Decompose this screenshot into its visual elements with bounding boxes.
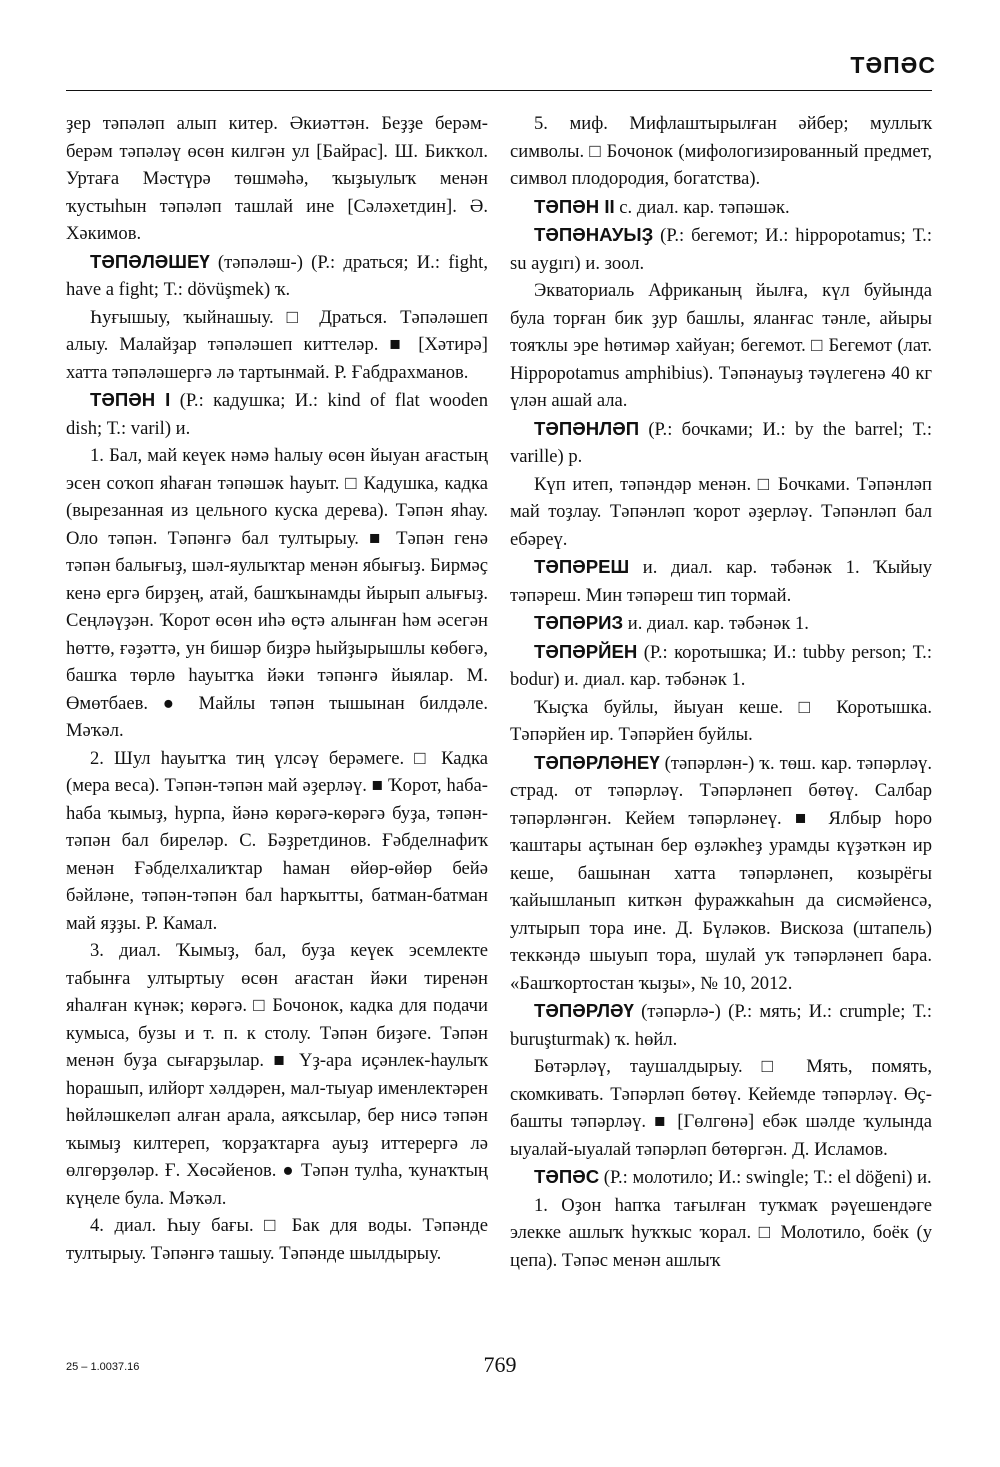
entry-paragraph	[510, 1053, 932, 1163]
dictionary-entry	[510, 193, 932, 222]
entry-text: 4. диал. Һыу бағы. □ Бак для воды. Тәпәнде тултырыу. Тәпәнгә ташыу. Тәпәнде шылдырыу.	[66, 1215, 488, 1264]
right-column	[510, 110, 932, 1274]
entry-text: Экваториаль Африканың йылға, күл буйында була торған бик ҙур башлы, яланғас тәнле, айыры тояҡлы эре һөтимәр хайуан; бегемот. □ Бегемот (лат. Hippopotamus amphibius). Тәпәнауыҙ тәүлегенә 40 кг үлән ашай ала.	[510, 280, 932, 411]
entry-paragraph	[510, 1192, 932, 1275]
entry-text: (тәпәрлән-) ҡ. төш. кар. тәпәрләү. страд. от тәпәрләү. Тәпәрләнеп бөтөү. Салбар тәпәрләнгән. Кейем тәпәрләнеү. ■ Ялбыр һоро ҡаштары аҫтынан бер өҙләкһеҙ урамды күҙәткән ир кеше, башынан хатта тәпәрләнеп, козырёгы ҡайышланып киткән фуражкаһын да сисмәйенсә, ултырып тора ине. Д. Бүләков. Вискоза (штапель) теккәндә шыуып тора, шулай уҡ тәпәрләнеп бара. «Башҡортостан ҡыҙы», № 10, 2012.	[510, 752, 932, 994]
running-head: ТӘПӘС	[850, 52, 936, 78]
entry-text: Ҡыҫҡа буйлы, йыуан кеше. □ Коротышка. Тәпәрйен ир. Тәпәрйен буйлы.	[510, 696, 932, 745]
entry-paragraph	[66, 745, 488, 938]
entry-paragraph	[66, 1212, 488, 1267]
dictionary-entry	[510, 553, 932, 609]
entry-text: (тәпәләш-) (Р.: драться; И.: fight, have a fight; Т.: dövüşmek) ҡ.	[66, 251, 488, 300]
entry-paragraph	[510, 471, 932, 554]
entry-paragraph	[66, 110, 488, 248]
dictionary-entry	[510, 609, 932, 638]
entry-text: (Р.: коротышка; И.: tubby person; Т.: bodur) и. диал. кар. тәбәнәк 1.	[510, 641, 932, 690]
dictionary-entry	[510, 221, 932, 277]
headword: ТӘПӘРЛӘНЕҮ	[534, 751, 660, 773]
headword: ТӘПӘРЛӘҮ	[534, 1000, 634, 1021]
entry-text: 5. миф. Мифлаштырылған әйбер; муллыҡ символы. □ Бочонок (мифологизированный предмет, символ плодородия, богатства).	[510, 113, 932, 189]
entry-text: (тәпәрлә-) (Р.: мять; И.: crumple; Т.: buruşturmak) ҡ. һөйл.	[510, 1001, 932, 1050]
entry-text: (Р.: бочками; И.: by the barrel; Т.: varille) р.	[510, 418, 932, 467]
headword: ТӘПӘНЛӘП	[534, 417, 640, 439]
entry-text: 1. Бал, май кеүек нәмә һалыу өсөн йыуан ағастың эсен соҡоп яһаған тәпәшәк һауыт. □ Кадушка, кадка (вырезанная из цельного куска дерева). Тәпән яһау. Оло тәпән. Тәпәнгә бал тултырыу. ■ Тәпән генә тәпән балығыҙ, шәл-яулыҡтар менән ябығыҙ. Бирмәҫ кенә ергә бирҙең, атай, башҡынамды йырып алығыҙ. Сеңләүҙән. Ҡорот өсөн иһә өҫтә алынған һәм әсегән һөттө, ғәҙәттә, ун бишәр биҙрә һыйҙырышлы көбөгә, башҡа төрлө һауытҡа йәки тәпәнгә йыялар. М. Өмөтбаев. ● Майлы тәпән тышынан билдәле. Мәҡәл.	[66, 445, 488, 741]
entry-text: и. диал. кар. тәбәнәк 1. Ҡыйыу тәпәреш. Мин тәпәреш тип тормай.	[510, 557, 932, 606]
entry-paragraph	[66, 937, 488, 1212]
dictionary-entry	[510, 749, 932, 998]
headword: ТӘПӘНАУЫҘ	[534, 224, 654, 245]
headword: ТӘПӘРЕШ	[534, 556, 630, 577]
left-column	[66, 110, 488, 1267]
entry-text: и. диал. кар. тәбәнәк 1.	[623, 613, 809, 634]
dictionary-entry	[510, 1163, 932, 1192]
entry-text: (Р.: бегемот; И.: hippopotamus; Т.: su aygırı) и. зоол.	[510, 225, 932, 274]
dictionary-entry	[510, 415, 932, 471]
headword: ТӘПӘС	[534, 1166, 600, 1187]
entry-text: 3. диал. Ҡымыҙ, бал, буҙа кеүек эсемлекте табынға ултыртыу өсөн ағастан йәки тиренән яһалған күнәк; көрәгә. □ Бочонок, кадка для подачи кумыса, бузы и т. п. к столу. Тәпән биҙәге. Тәпән менән буҙа сығарҙылар. ■ Үҙ-ара иҫәнлек-һаулыҡ һорашып, илйорт хәлдәрен, мал-тыуар именлектәрен һөйләшкеләп алған арала, аяҡсылар, бер нисә тәпән ҡымыҙ килтереп, ҡорҙаҡтарға ауыҙ иттерергә лә өлгөрҙөләр. Ғ. Хөсәйенов. ● Тәпән тулһа, ҡунаҡтың күңеле була. Мәҡәл.	[66, 940, 488, 1209]
headword: ТӘПӘН II	[534, 195, 615, 217]
signature-code: 25 – 1.0037.16	[66, 1361, 140, 1373]
entry-paragraph	[66, 442, 488, 745]
entry-text: Һуғышыу, ҡыйнашыу. □ Драться. Тәпәләшеп алыу. Малайҙар тәпәләшеп киттеләр. ■ [Хәтирә] хатта тәпәләшергә лә тартынмай. Р. Ғабдрахманов.	[66, 306, 488, 383]
entry-text: (Р.: кадушка; И.: kind of flat wooden dish; Т.: varil) и.	[66, 390, 489, 439]
entry-text: с. диал. кар. тәпәшәк.	[614, 196, 790, 218]
entry-text: Күп итеп, тәпәндәр менән. □ Бочками. Тәпәнләп май тоҙлау. Тәпәнләп ҡорот әҙерләү. Тәпәнләп бал ебәреү.	[510, 473, 932, 550]
header-rule	[66, 90, 932, 91]
entry-paragraph	[510, 277, 932, 415]
entry-text: Бөтәрләү, таушалдырыу. □ Мять, помять, скомкивать. Тәпәрләп бөтөү. Кейемде тәпәрләү. Өҫ-башты тәпәрләү. ■ [Гөлгөнә] ебәк шәлде ҡулында ыуалай-ыуалай тәпәрләп бөтөргән. Д. Исламов.	[510, 1056, 932, 1160]
entry-text: ҙер тәпәләп алып китер. Әкиәттән. Беҙҙе берәм-берәм тәпәләү өсөн килгән ул [Байрас]. Ш. Бикҡол. Уртаға Мәстүрә төшмәһә, ҡыҙыулыҡ менән ҡустыһын тәпәләп ташлай ине [Сәләхетдин]. Ә. Хәкимов.	[66, 113, 488, 244]
dictionary-entry	[510, 997, 932, 1053]
headword: ТӘПӘРЙЕН	[534, 640, 638, 662]
headword: ТӘПӘЛӘШЕҮ	[90, 250, 210, 272]
entry-paragraph	[510, 694, 932, 749]
headword: ТӘПӘН I	[90, 389, 171, 410]
entry-text: 2. Шул һауытҡа тиң үлсәү берәмеге. □ Кадка (мера веса). Тәпән-тәпән май әҙерләү. ■ Ҡорот, һаба-һаба ҡымыҙ, һурпа, йәнә көрәгә-көрәгә буҙа, тәпән-тәпән бал биреләр. С. Бәҙретдинов. Ғәбделнафиҡ менән Ғәбделхалиҡтар һаман өйөр-өйөр бейә бәйләне, тәпән-тәпән бал һарҡытты, батман-батман май яҙҙы. Р. Камал.	[66, 747, 488, 934]
entry-text: (Р.: молотило; И.: swingle; Т.: el döğeni) и.	[599, 1167, 932, 1188]
headword: ТӘПӘРИЗ	[534, 612, 624, 633]
dictionary-entry	[66, 248, 488, 304]
entry-paragraph	[66, 304, 488, 387]
entry-text: 1. Оҙон һапҡа тағылған туҡмаҡ рәүешендәге элекке ашлыҡ һуҡҡыс ҡорал. □ Молотило, боёк (у цепа). Тәпәс менән ашлыҡ	[510, 1194, 932, 1271]
dictionary-entry	[510, 638, 932, 694]
entry-paragraph	[510, 110, 932, 193]
dictionary-entry	[66, 386, 488, 442]
page-number: 769	[483, 1352, 517, 1377]
